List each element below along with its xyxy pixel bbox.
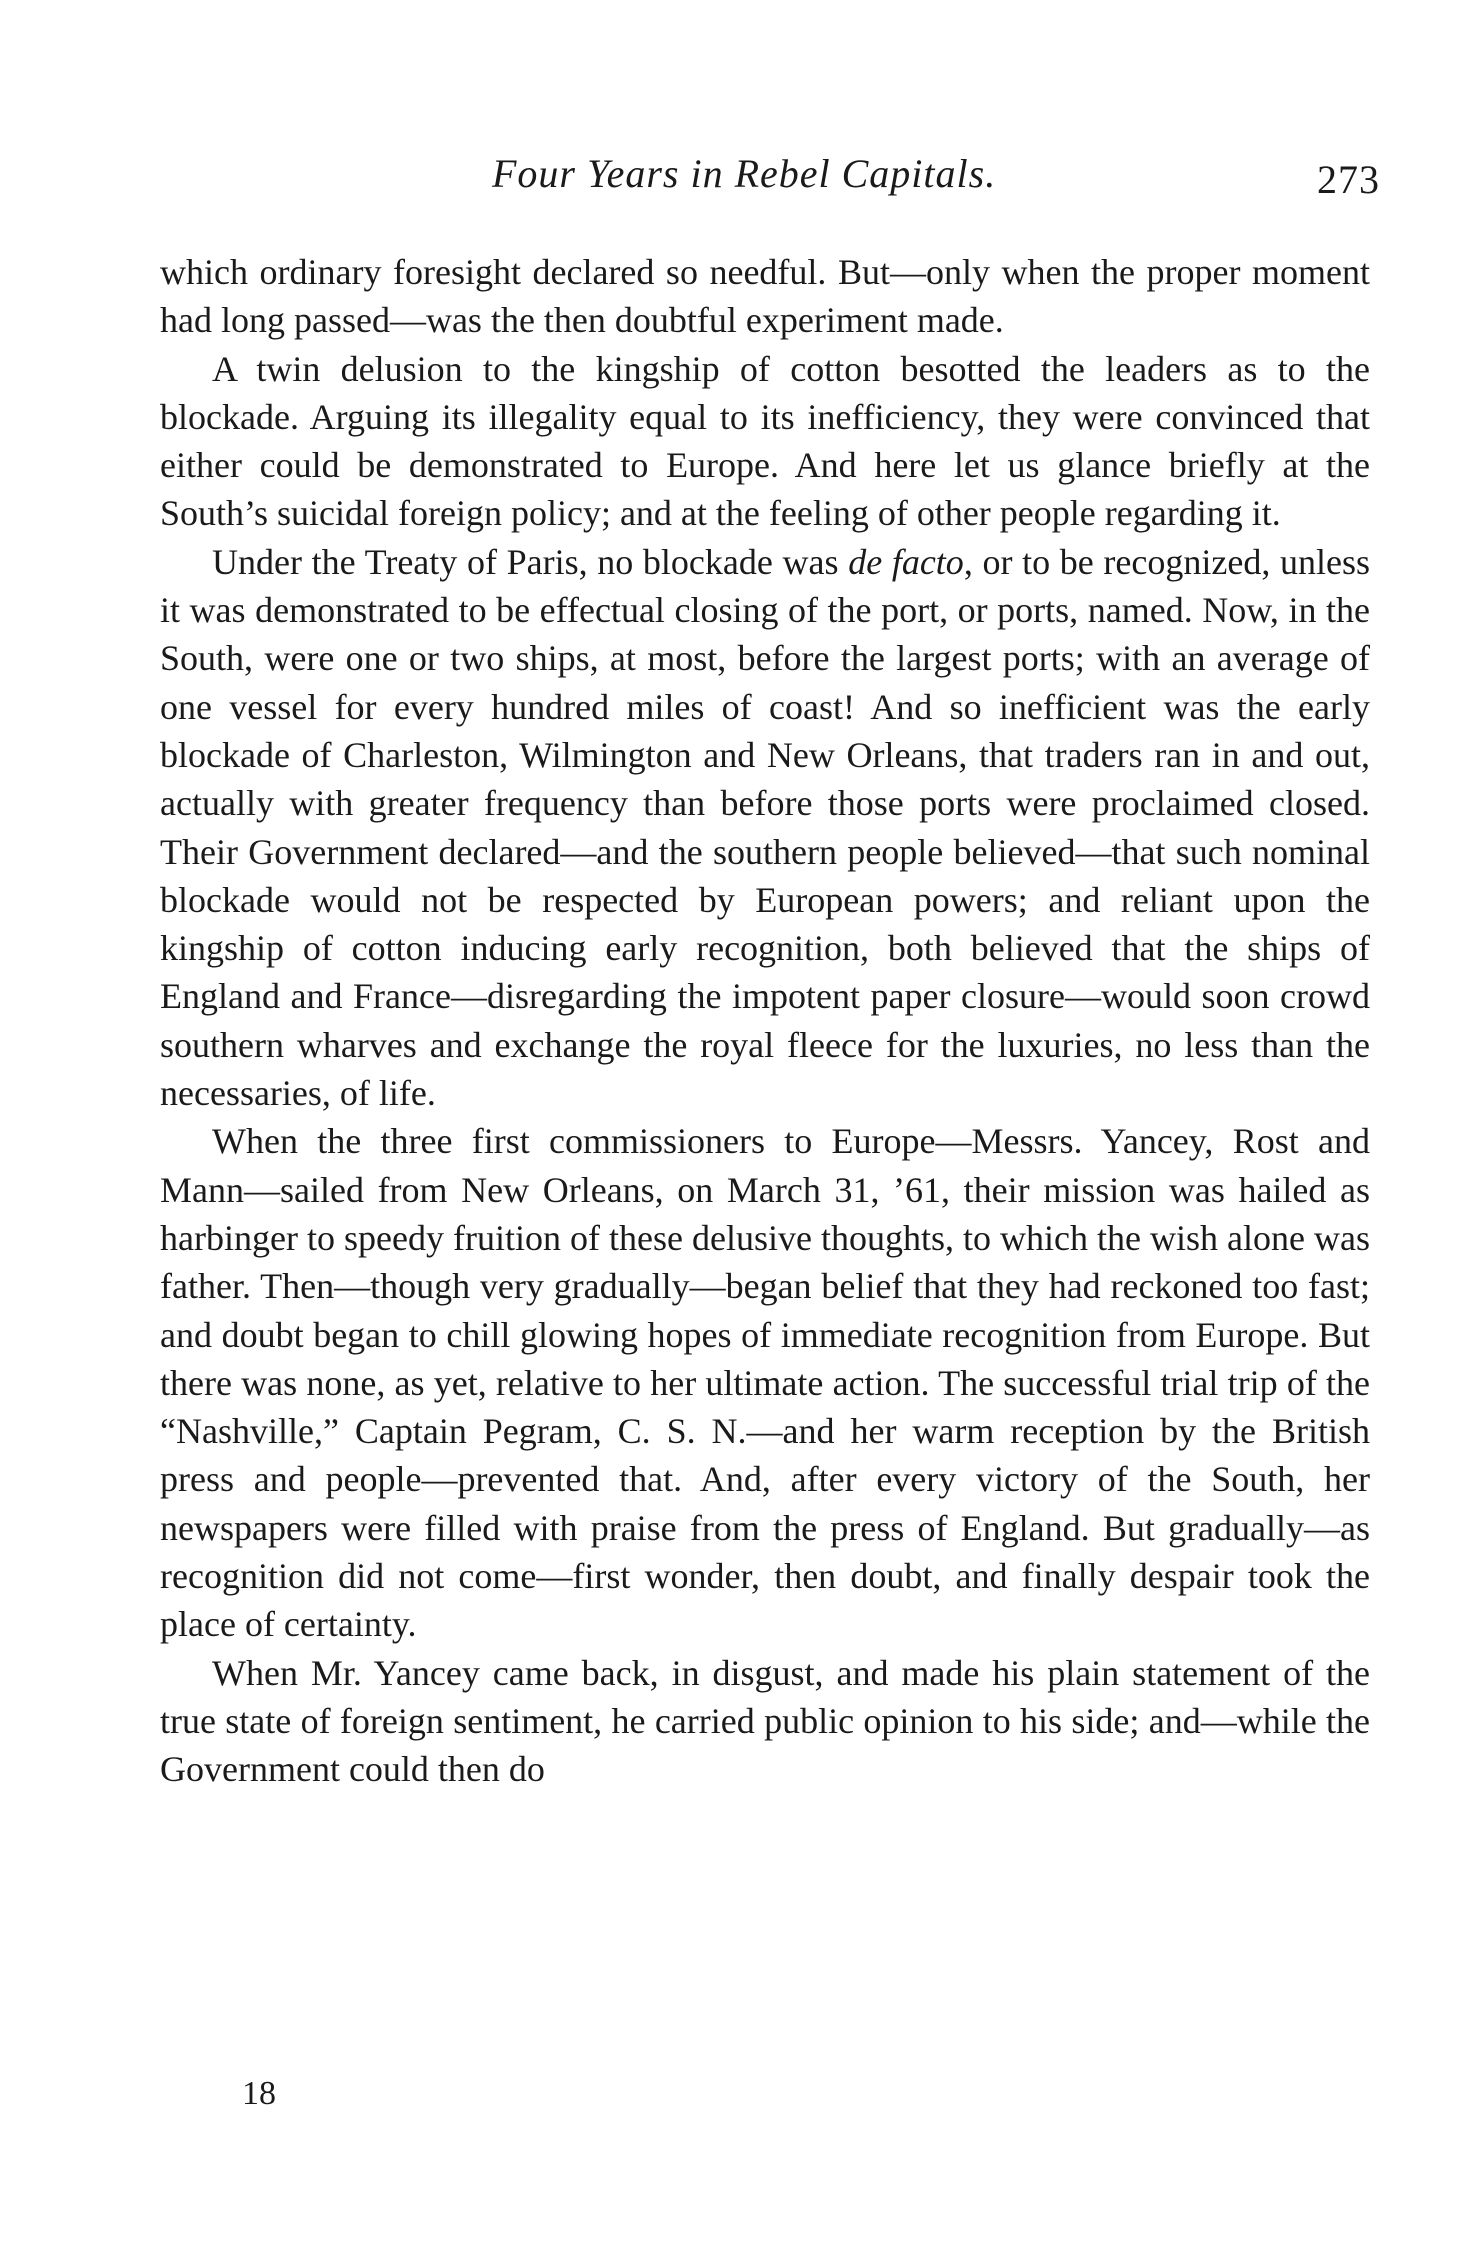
page-number: 273 (1317, 157, 1380, 202)
paragraph (160, 345, 1370, 538)
running-title: Four Years in Rebel Capitals. (492, 151, 997, 196)
italic-phrase: de facto (848, 541, 964, 582)
text-run: , or to be recognized, unless it was demonstrated to be effectual closing of the port, or ports, named. Now, in the South, were one or two ships, at most, before the largest ports; with an average of one vessel for every hundred miles of coast! And so inefficient was the early blockade of Charleston, Wilmington and New Orleans, that traders ran in and out, actually with greater frequency than before those ports were proclaimed closed. Their Government declared—and the southern people believed—that such nominal blockade would not be respected by European powers; and reliant upon the kingship of cotton inducing early recognition, both believed that the ships of England and France—disregarding the impotent paper closure—would soon crowd southern wharves and exchange the royal fleece for the luxuries, no less than the necessaries, of life. (160, 541, 1370, 1114)
paragraph (160, 248, 1370, 345)
running-head (160, 150, 1380, 210)
signature-mark: 18 (242, 2075, 276, 2112)
text-run: which ordinary foresight declared so needful. But—only when the proper moment had long passed—was the then doubtful experiment made. (160, 252, 1370, 341)
paragraph (160, 538, 1370, 1118)
text-run: When Mr. Yancey came back, in disgust, and made his plain statement of the true state of foreign sentiment, he carried public opinion to his side; and—while the Government could then do (160, 1652, 1370, 1790)
text-run: A twin delusion to the kingship of cotton besotted the leaders as to the blockade. Arguing its illegality equal to its inefficiency, they were convinced that either could be demonstrated to Europe. And here let us glance briefly at the South’s suicidal foreign policy; and at the feeling of other people regarding it. (160, 348, 1370, 534)
paragraph (160, 1117, 1370, 1648)
text-run: Under the Treaty of Paris, no blockade was (212, 541, 849, 582)
body-text (160, 248, 1370, 1794)
paragraph (160, 1649, 1370, 1794)
text-run: When the three first commissioners to Europe—Messrs. Yancey, Rost and Mann—sailed from New Orleans, on March 31, ’61, their mission was hailed as harbinger to speedy fruition of these delusive thoughts, to which the wish alone was father. Then—though very gradually—began belief that they had reckoned too fast; and doubt began to chill glowing hopes of immediate recognition from Europe. But there was none, as yet, relative to her ultimate action. The successful trial trip of the “Nashville,” Captain Pegram, C. S. N.—and her warm reception by the British press and people—prevented that. And, after every victory of the South, her newspapers were filled with praise from the press of England. But gradually—as recognition did not come—first wonder, then doubt, and finally despair took the place of certainty. (160, 1121, 1370, 1645)
